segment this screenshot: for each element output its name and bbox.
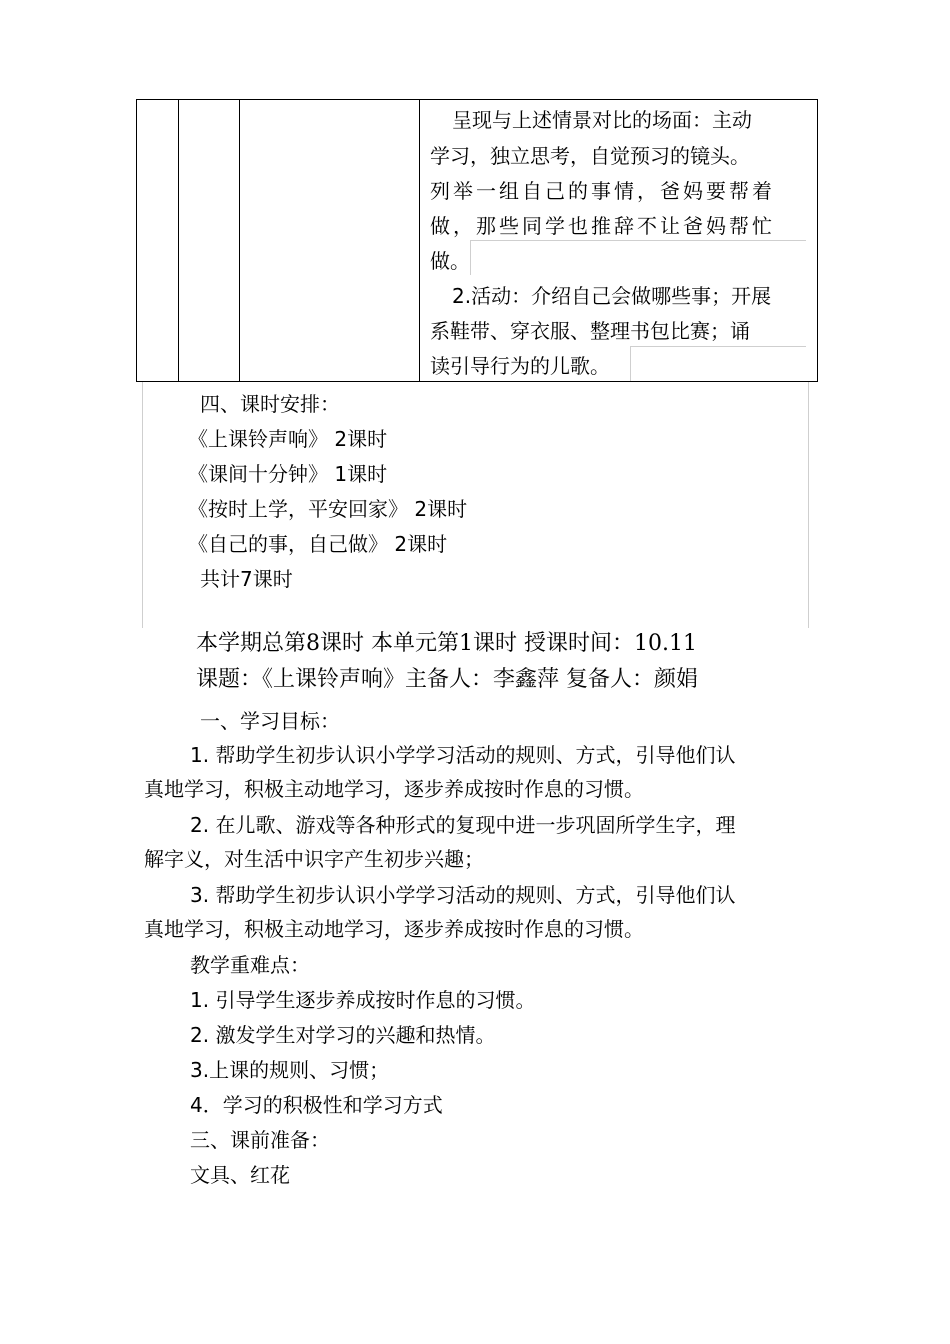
key-point-item: 2. 激发学生对学习的兴趣和热情。 (190, 1023, 496, 1047)
objectives-heading: 一、学习目标： (200, 709, 340, 733)
key-point-item: 4．学习的积极性和学习方式 (190, 1093, 443, 1117)
lesson-title-line: 课题：《上课铃声响》主备人：李鑫萍 复备人：颜娟 (196, 667, 698, 692)
objective-line: 真地学习，积极主动地学习，逐步养成按时作息的习惯。 (144, 917, 644, 941)
table-cell-line: 呈现与上述情景对比的场面：主动 (452, 108, 752, 132)
schedule-item: 《课间十分钟》 1课时 (188, 462, 388, 486)
table-cell-line: 做。 (430, 249, 470, 273)
schedule-item: 《自己的事，自己做》 2课时 (188, 532, 448, 556)
schedule-item: 《上课铃声响》 2课时 (188, 427, 388, 451)
faint-frame (142, 382, 143, 628)
objective-line: 2. 在儿歌、游戏等各种形式的复现中进一步巩固所学生字，理 (190, 813, 736, 837)
table-col-border (136, 99, 137, 382)
preparation-heading: 三、课前准备： (190, 1128, 330, 1152)
table-cell-line: 做，那些同学也推辞不让爸妈帮忙 (430, 214, 775, 238)
preparation-item: 文具、红花 (190, 1163, 290, 1187)
schedule-item: 《按时上学，平安回家》 2课时 (188, 497, 468, 521)
objective-line: 真地学习，积极主动地学习，逐步养成按时作息的习惯。 (144, 777, 644, 801)
table-col-border (239, 99, 240, 382)
key-points-heading: 教学重难点： (190, 953, 310, 977)
table-col-border (178, 99, 179, 382)
objective-line: 1. 帮助学生初步认识小学学习活动的规则、方式，引导他们认 (190, 743, 736, 767)
table-cell-line: 2.活动：介绍自己会做哪些事；开展 (452, 284, 772, 308)
objective-line: 解字义，对生活中识字产生初步兴趣； (144, 847, 484, 871)
table-cell-line: 列举一组自己的事情，爸妈要帮着 (430, 179, 775, 203)
lesson-meta-line: 本学期总第8课时 本单元第1课时 授课时间：10.11 (196, 631, 697, 656)
faint-rule (470, 240, 471, 275)
faint-rule (630, 346, 631, 381)
faint-rule (630, 346, 806, 347)
table-cell-line: 学习，独立思考，自觉预习的镜头。 (430, 144, 750, 168)
faint-rule (470, 240, 806, 241)
objective-line: 3. 帮助学生初步认识小学学习活动的规则、方式，引导他们认 (190, 883, 736, 907)
table-cell-line: 读引导行为的儿歌。 (430, 354, 610, 378)
schedule-heading: 四、课时安排： (200, 392, 340, 416)
key-point-item: 3.上课的规则、习惯； (190, 1058, 390, 1082)
schedule-total: 共计7课时 (200, 567, 293, 591)
table-col-border (419, 99, 420, 382)
table-cell-line: 系鞋带、穿衣服、整理书包比赛；诵 (430, 319, 750, 343)
key-point-item: 1. 引导学生逐步养成按时作息的习惯。 (190, 988, 536, 1012)
faint-frame (808, 382, 809, 628)
table-col-border (817, 99, 818, 382)
